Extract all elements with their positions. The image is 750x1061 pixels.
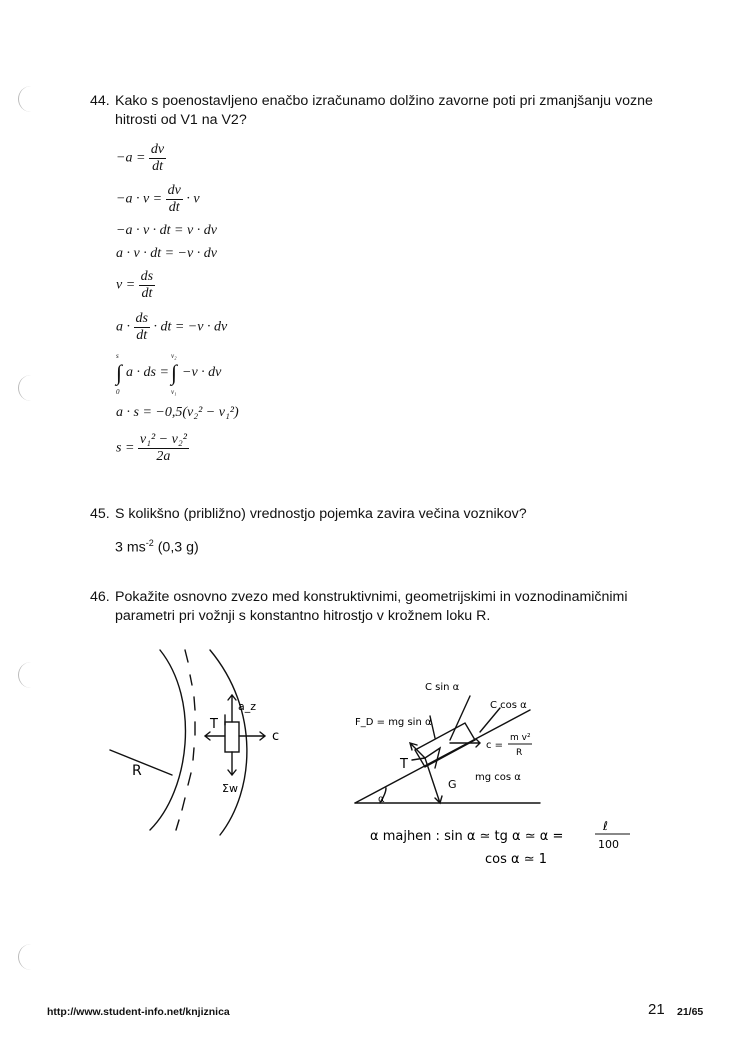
question-text: S kolikšno (približno) vrednostjo pojemka zavira večina voznikov? [115, 506, 527, 522]
alpha-label: α [378, 794, 385, 805]
road-curve-sketch [100, 640, 300, 840]
c-den-label: R [516, 748, 523, 758]
punch-hole [18, 944, 33, 970]
note-num: ℓ [603, 819, 608, 833]
c-eq-label: c = [486, 740, 504, 751]
footer-page-total: 21/65 [677, 1006, 704, 1018]
question-text: Kako s poenostavljeno enačbo izračunamo dolžino zavorne poti pri zmanjšanju vozne hitrosti od V1 na V2? [115, 93, 653, 128]
question-number: 46. [90, 589, 110, 605]
csin-label: C sin α [425, 682, 460, 693]
w-label: Σw [222, 782, 238, 795]
c-num-label: m v² [510, 733, 531, 743]
equation-9: s = $\frac{\text{v₁² − v₂²}}{2a}$ [116, 432, 187, 464]
note-line-2: cos α ≃ 1 [485, 852, 548, 867]
question-number: 44. [90, 93, 110, 109]
ccos-label: C cos α [490, 700, 527, 711]
t-label: T [210, 717, 218, 732]
question-number: 45. [90, 506, 110, 522]
equation-3: −a · v · dt = v · dv [116, 223, 217, 238]
equation-1: −a = $\frac{dv}{dt}$ [116, 142, 165, 174]
question-45 [90, 505, 660, 525]
equation-2: −a · v = $\frac{dv}{dt}$ · v [116, 183, 200, 215]
answer-45: 3 $ms^{-2}$ (0,3 g) [115, 538, 199, 556]
equation-8: a · s = −0,5(v₂² − v₁²) [116, 405, 239, 420]
equation-5: v = $\frac{ds}{dt}$ [116, 269, 154, 301]
footer-page-number: 21 [648, 1001, 665, 1018]
incline-force-sketch [340, 668, 680, 868]
question-46 [90, 588, 660, 628]
question-text: Pokažite osnovno zvezo med konstruktivnimi, geometrijskimi in voznodinamičnimi parametri pri vožnji s konstantno hitrostjo v krožnem loku R. [115, 589, 628, 624]
g-label: G [448, 778, 457, 791]
c-label: c [272, 729, 280, 744]
equation-7: s ∫ 0 a · ds = v₂ ∫ v₁ −v · dv [116, 352, 222, 396]
note-line-1: α majhen : sin α ≃ tg α ≃ α = [370, 829, 564, 844]
fd-label: F_D = mg sin α [355, 717, 432, 728]
note-den: 100 [598, 838, 619, 851]
mgcos-label: mg cos α [475, 772, 521, 783]
az-label: a_z [238, 700, 257, 713]
equation-4: a · v · dt = −v · dv [116, 246, 217, 261]
t-label: T [400, 757, 408, 772]
question-44 [90, 92, 660, 132]
punch-hole [18, 375, 33, 401]
radius-label: R [132, 763, 142, 779]
footer-url: http://www.student-info.net/knjiznica [47, 1006, 230, 1018]
punch-hole [18, 662, 33, 688]
equation-6: a · $\frac{ds}{dt}$ · dt = −v · dv [116, 311, 228, 343]
punch-hole [18, 86, 33, 112]
